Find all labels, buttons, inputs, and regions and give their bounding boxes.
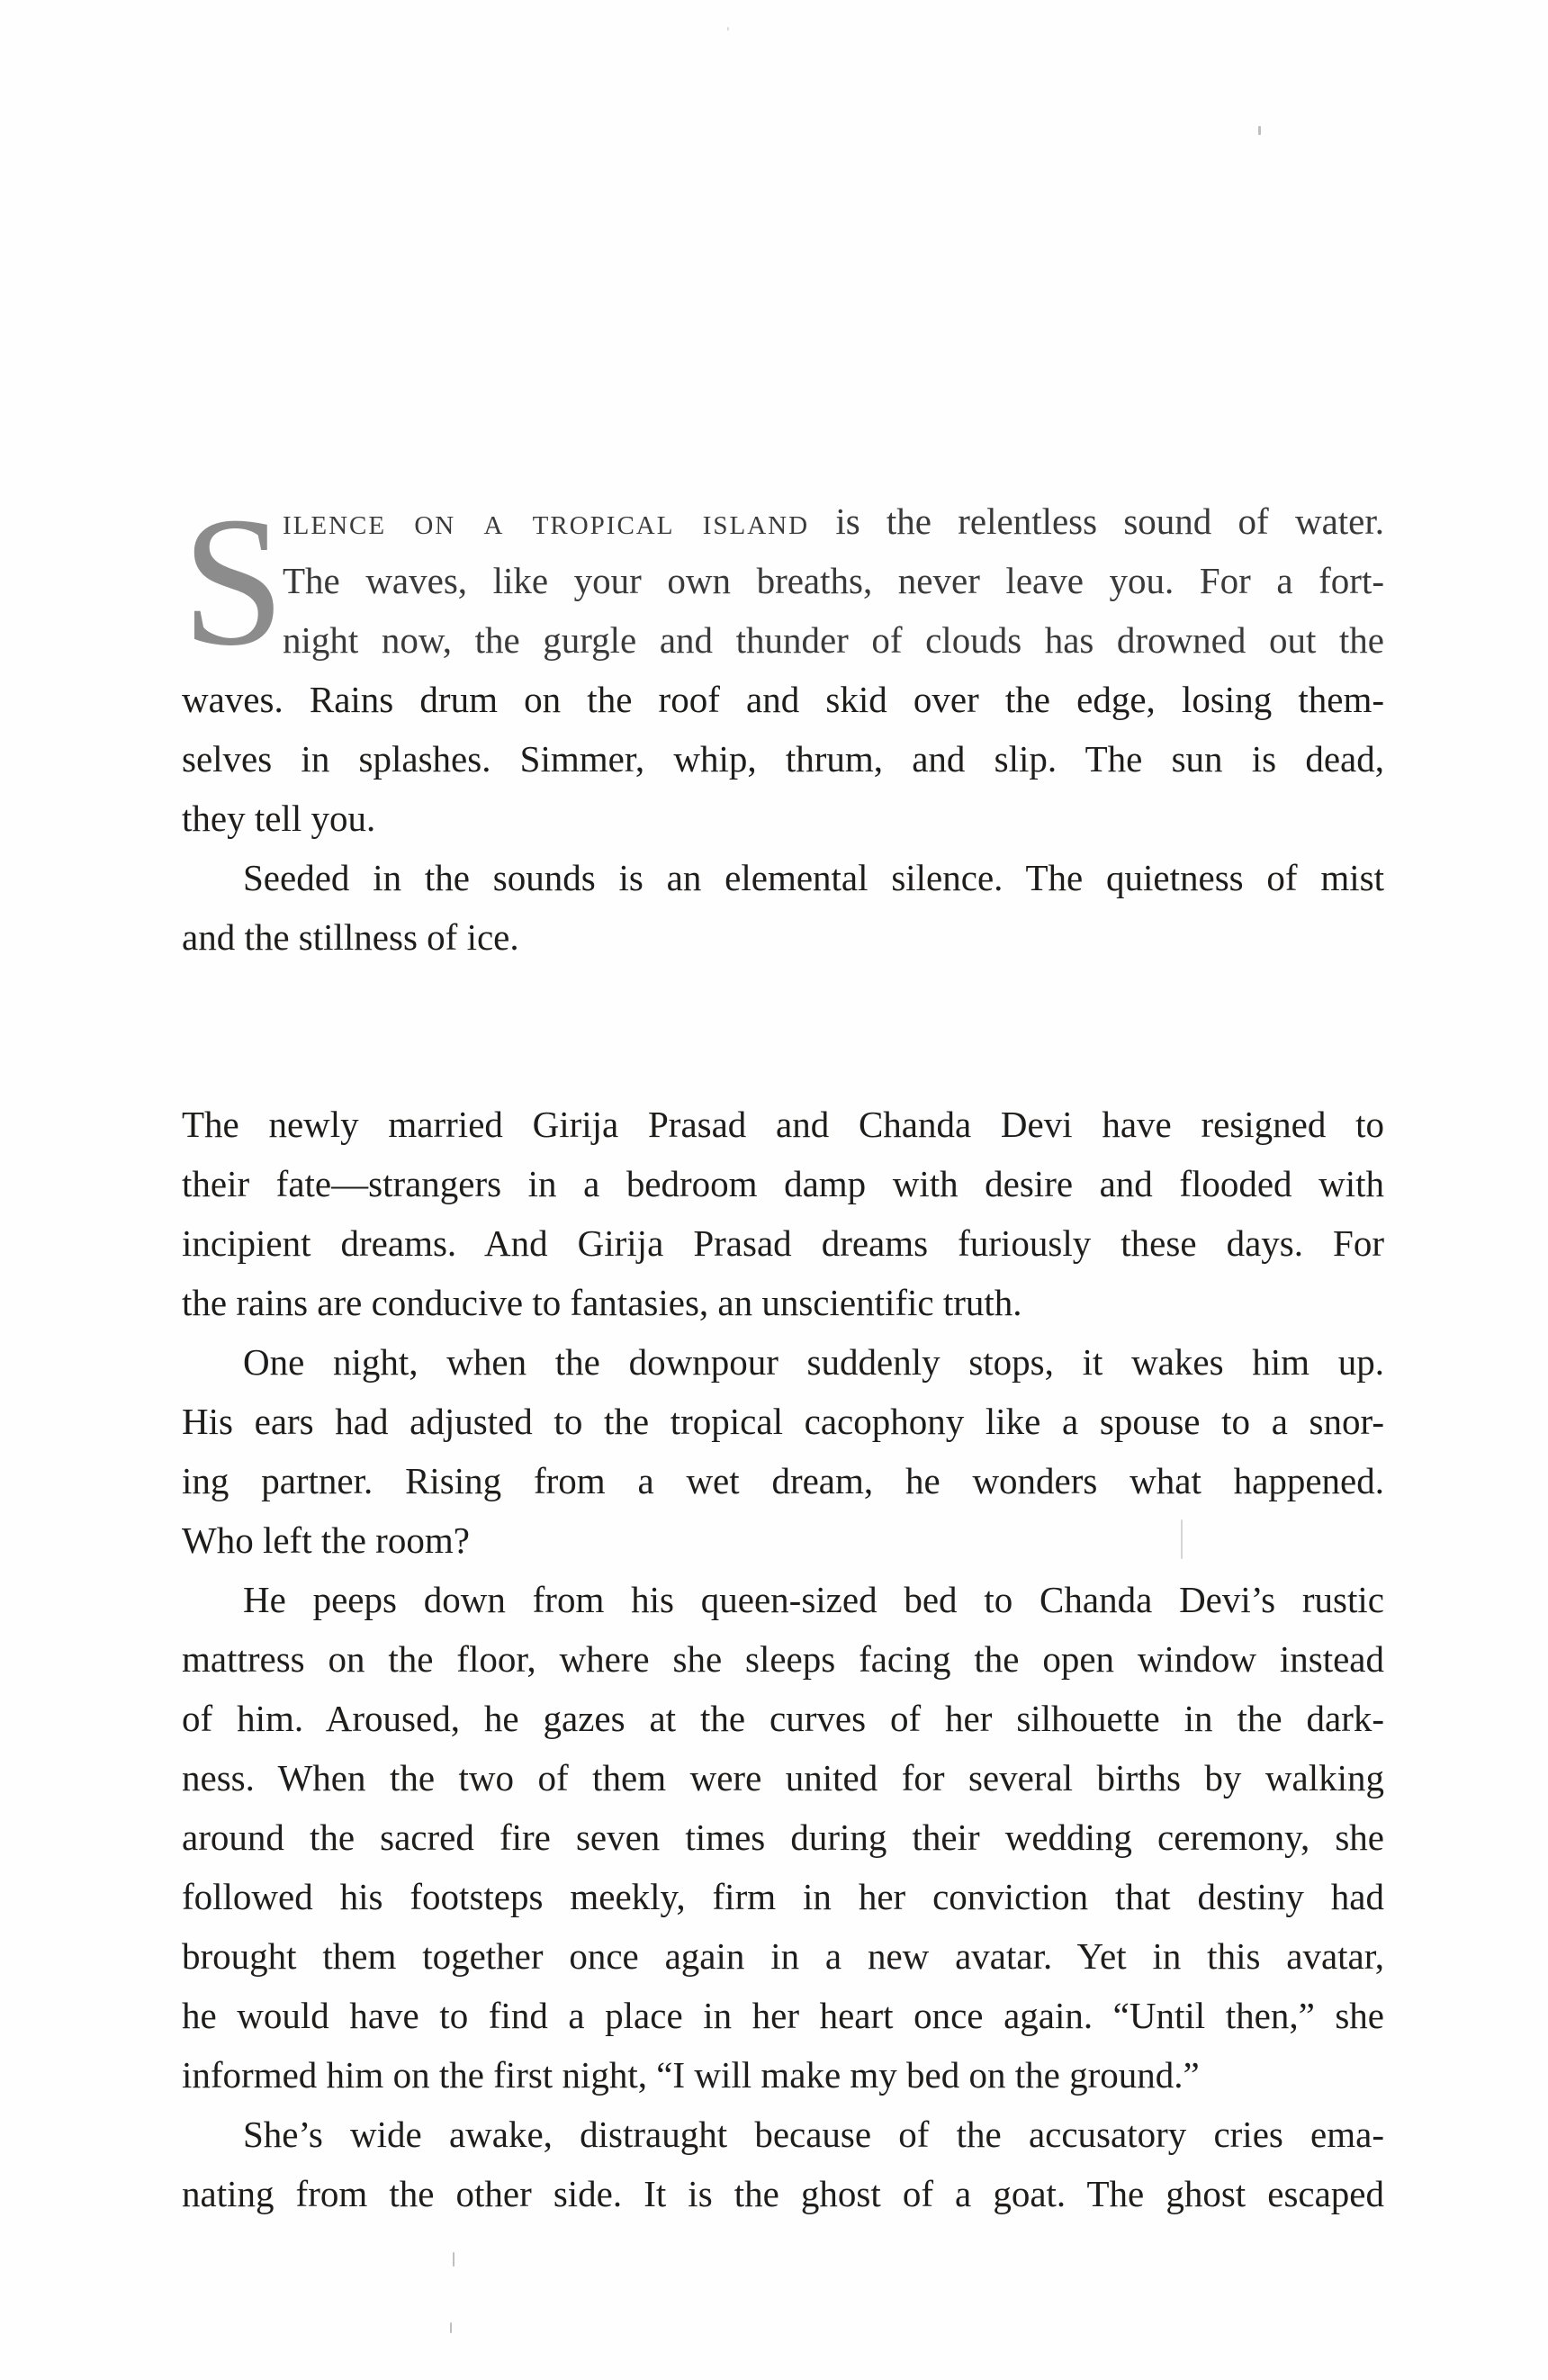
text-line: nating from the other side. It is the ghost of a goat. The ghost escaped <box>182 2173 1384 2214</box>
section-two <box>182 1095 1384 2223</box>
drop-cap-lines <box>182 478 1385 684</box>
text-line: informed him on the first night, “I will make my bed on the ground.” <box>182 2054 1200 2096</box>
text-line: She’s wide awake, distraught because of the accusatory cries ema- <box>243 2114 1384 2155</box>
text-line: ilence on a tropical island is the relentless sound of water. <box>283 500 1385 542</box>
text-line: followed his footsteps meekly, firm in her conviction that destiny had <box>182 1876 1384 1917</box>
text-line: incipient dreams. And Girija Prasad dreams furiously these days. For <box>182 1222 1384 1264</box>
text-line: selves in splashes. Simmer, whip, thrum, and slip. The sun is dead, <box>182 738 1384 780</box>
opening-paragraph <box>182 478 1385 967</box>
paragraph <box>182 1095 1384 1332</box>
scan-speck <box>1258 126 1261 135</box>
text-line: waves. Rains drum on the roof and skid over the edge, losing them- <box>182 679 1384 720</box>
paragraph <box>182 1570 1384 2105</box>
text-line: brought them together once again in a new avatar. Yet in this avatar, <box>182 1935 1384 1977</box>
text-line: ing partner. Rising from a wet dream, he wonders what happened. <box>182 1460 1384 1501</box>
text-line: His ears had adjusted to the tropical cacophony like a spouse to a snor- <box>182 1401 1384 1442</box>
text-line: Seeded in the sounds is an elemental silence. The quietness of mist <box>243 857 1384 898</box>
text-line: He peeps down from his queen-sized bed to Chanda Devi’s rustic <box>243 1579 1384 1620</box>
text-line: One night, when the downpour suddenly stops, it wakes him up. <box>243 1341 1384 1383</box>
scan-speck <box>450 2322 452 2333</box>
text-line: night now, the gurgle and thunder of clouds has drowned out the <box>283 619 1384 661</box>
text-line: they tell you. <box>182 798 376 839</box>
text-line: he would have to find a place in her heart once again. “Until then,” she <box>182 1995 1384 2036</box>
drop-cap: S <box>182 478 285 684</box>
text-line: their fate—strangers in a bedroom damp with desire and flooded with <box>182 1163 1384 1204</box>
text-line: and the stillness of ice. <box>182 916 519 958</box>
lead-in: ilence on a tropical island <box>283 500 810 542</box>
text-line: mattress on the floor, where she sleeps facing the open window instead <box>182 1638 1384 1680</box>
paragraph <box>182 2105 1384 2223</box>
text-line: The waves, like your own breaths, never leave you. For a fort- <box>283 560 1384 601</box>
text-line: Who left the room? <box>182 1519 470 1561</box>
text-line: ness. When the two of them were united for several births by walking <box>182 1757 1384 1799</box>
text-line: around the sacred fire seven times during their wedding ceremony, she <box>182 1817 1384 1858</box>
text-line: of him. Aroused, he gazes at the curves of her silhouette in the dark- <box>182 1698 1384 1739</box>
scan-speck <box>453 2252 454 2267</box>
paragraph <box>182 1332 1384 1570</box>
text-line: the rains are conducive to fantasies, an unscientific truth. <box>182 1282 1022 1323</box>
scan-speck <box>727 27 729 31</box>
text-line: The newly married Girija Prasad and Chanda Devi have resigned to <box>182 1104 1384 1145</box>
